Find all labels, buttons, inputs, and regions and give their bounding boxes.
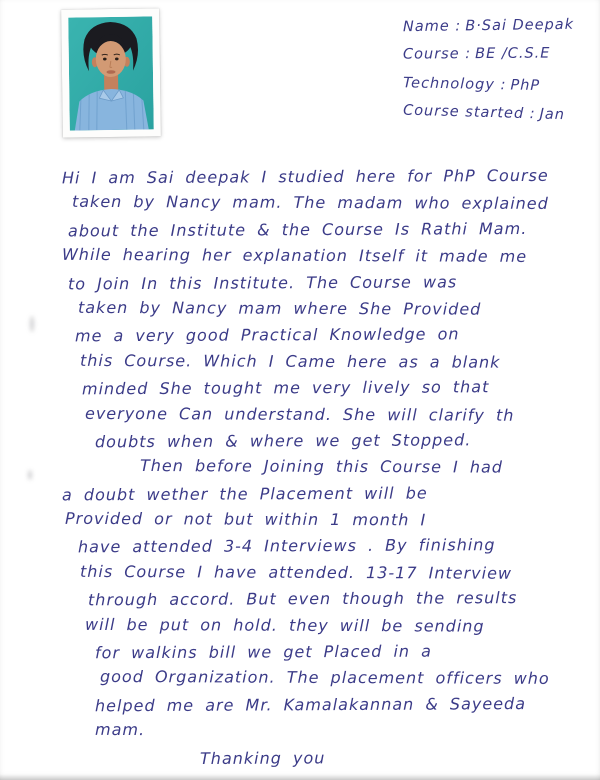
letter-line: helped me are Mr. Kamalakannan & Sayeeda [94, 693, 527, 716]
letter-line: taken by Nancy mam where She Provided [77, 297, 482, 319]
course-started-value: Jan [539, 106, 566, 124]
scan-smudge [30, 316, 34, 332]
letter-line: doubts when & where we get Stopped. [94, 430, 472, 452]
name-label: Name : [402, 18, 462, 36]
letter-line: a doubt wether the Placement will be [61, 483, 428, 505]
letter-line: this Course. Which I Came here as a blank [79, 350, 501, 372]
scan-smudge [28, 470, 32, 480]
course-value: BE /C.S.E [475, 45, 551, 63]
course-label: Course : [402, 46, 472, 63]
info-row-course-started [403, 98, 575, 131]
course-started-label: Course started : [402, 102, 536, 123]
technology-value: PhP [510, 77, 541, 95]
scan-edge-shadow [0, 774, 600, 780]
letter-line: Provided or not but within 1 month I [64, 508, 427, 530]
letter-line: Hi I am Sai deepak I studied here for PhP Course [61, 165, 549, 188]
letter-line: me a very good Practical Knowledge on [74, 324, 460, 346]
student-photo-frame [61, 8, 161, 137]
letter-line: this Course I have attended. 13-17 Interview [79, 561, 513, 583]
letter-line: for walkins bill we get Placed in a [94, 641, 432, 663]
letter-line: everyone Can understand. She will clarify th [84, 403, 515, 425]
portrait-photo [68, 16, 154, 130]
letter-line: mam. [94, 720, 146, 740]
info-row-course [403, 40, 574, 69]
letter-line: Then before Joining this Course I had [139, 456, 504, 477]
letter-line: will be put on hold. they will be sending [84, 614, 485, 636]
handwritten-testimonial [35, 164, 595, 771]
technology-label: Technology : [402, 75, 507, 94]
letter-line: to Join In this Institute. The Course was [67, 271, 458, 293]
letter-line: While hearing her explanation Itself it made me [61, 245, 528, 267]
info-row-technology [403, 70, 575, 102]
letter-line: have attended 3-4 Interviews . By finishing [77, 535, 496, 557]
letter-line: good Organization. The placement officers who [99, 667, 550, 689]
letter-line: taken by Nancy mam. The madam who explained [71, 192, 549, 214]
student-info-block [403, 13, 574, 128]
letter-line: Thanking you [199, 747, 326, 768]
letter-line: about the Institute & the Course Is Rathi Mam. [67, 218, 528, 241]
letter-line: minded She tought me very lively so that [81, 377, 490, 399]
name-value: B·Sai Deepak [465, 16, 575, 35]
info-row-name [403, 12, 574, 42]
letter-line: through accord. But even though the results [87, 588, 518, 610]
